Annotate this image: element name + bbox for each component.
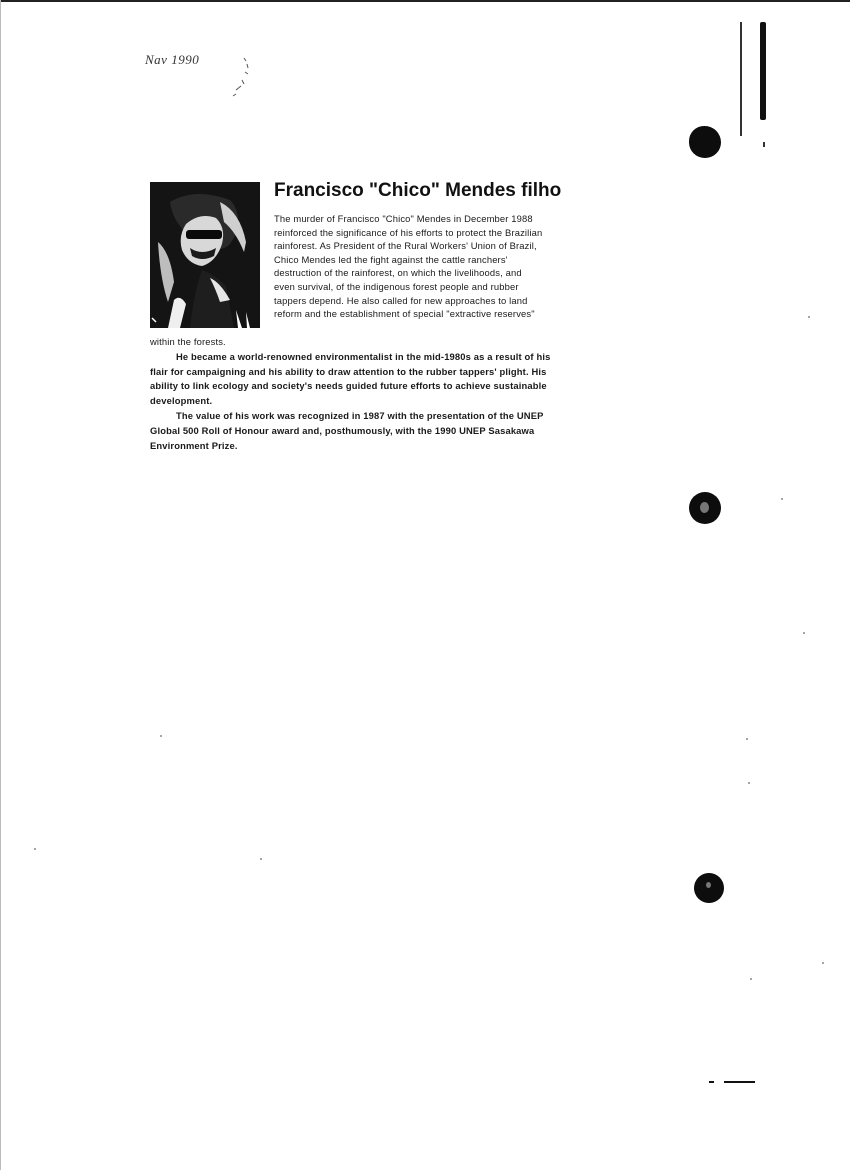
scan-speck <box>781 498 783 500</box>
text-line: tappers depend. He also called for new approaches to land <box>274 294 528 306</box>
scan-speck <box>822 962 824 964</box>
text-line: Chico Mendes led the fight against the cattle ranchers' <box>274 253 508 265</box>
text-line: destruction of the rainforest, on which the livelihoods, and <box>274 267 522 279</box>
scan-speck <box>34 848 36 850</box>
scan-speck <box>160 735 162 737</box>
article-title: Francisco "Chico" Mendes filho <box>274 180 562 201</box>
portrait-photo <box>150 182 260 328</box>
scan-speck <box>260 858 262 860</box>
text-line: The murder of Francisco "Chico" Mendes in December 1988 <box>274 213 533 224</box>
text-line: Environment Prize. <box>150 439 238 451</box>
scan-left-edge <box>0 0 1 1170</box>
binder-mark-thick <box>760 22 766 120</box>
text-line: flair for campaigning and his ability to draw attention to the rubber tappers' plight. His <box>150 365 547 377</box>
scan-speck <box>748 782 750 784</box>
punch-hole-top <box>689 126 721 158</box>
text-line: reform and the establishment of special "extractive reserves" <box>274 308 535 320</box>
scan-speck <box>803 632 805 634</box>
text-line: reinforced the significance of his efforts to protect the Brazilian <box>274 226 543 238</box>
text-line: He became a world-renowned environmentalist in the mid-1980s as a result of his <box>176 350 551 362</box>
text-line: ability to link ecology and society's needs guided future efforts to achieve sustainable <box>150 380 547 392</box>
scan-speck <box>750 978 752 980</box>
text-line: Global 500 Roll of Honour award and, posthumously, with the 1990 UNEP Sasakawa <box>150 424 535 436</box>
binder-tick <box>763 142 765 147</box>
stamp-scribble <box>228 56 258 102</box>
text-line: The value of his work was recognized in 1987 with the presentation of the UNEP <box>176 409 544 421</box>
article-body <box>150 335 600 453</box>
bottom-dash-short <box>709 1081 714 1083</box>
scan-speck <box>808 316 810 318</box>
article-intro <box>274 212 614 321</box>
date-stamp: Nav 1990 <box>145 52 200 67</box>
punch-hole-bottom <box>694 873 724 903</box>
punch-hole-middle <box>689 492 721 524</box>
bottom-dash-long <box>724 1081 755 1083</box>
text-line: development. <box>150 395 213 407</box>
scan-top-border <box>0 0 850 2</box>
text-line: even survival, of the indigenous forest people and rubber <box>274 280 519 292</box>
text-line: within the forests. <box>150 336 226 347</box>
binder-mark-thin <box>740 22 742 136</box>
text-line: rainforest. As President of the Rural Workers' Union of Brazil, <box>274 240 537 252</box>
scan-speck <box>746 738 748 740</box>
